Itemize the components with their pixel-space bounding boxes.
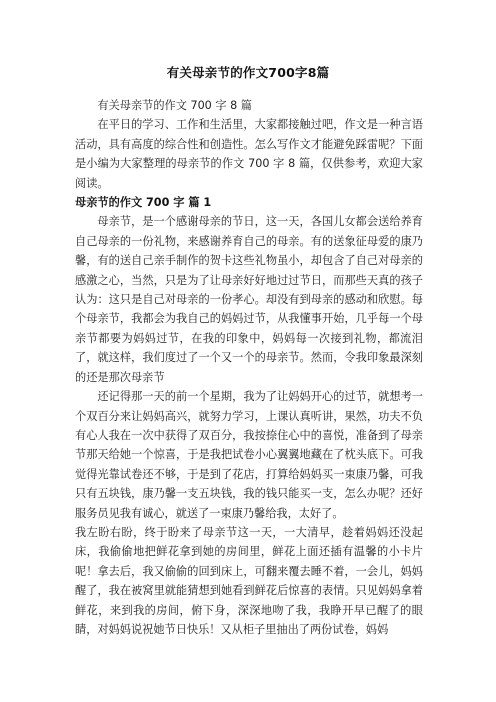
section-paragraph-1: 母亲节，是一个感谢母亲的节日，这一天，各国儿女都会送给养育自己母亲的一份礼物，来感谢养育自己的母亲。有的送象征母爱的康乃馨，有的送自己亲手制作的贺卡这些礼物虽小，却包含了自己对母亲的感激之心，当然，只是为了让母亲好好地过过节日，而那些天真的孩子认为：这只是自己对母亲的一份孝心。却没有到母亲的感动和欣慰。每个母亲节，我都会为我自己的妈妈过节，从我懂事开始，几乎每一个母亲节都要为妈妈过节，在我的印象中，妈妈每一次接到礼物，都流泪了，就这样，我们度过了一个又一个的母亲节。然而，令我印象最深刻的还是那次母亲节	[75, 215, 423, 384]
section-paragraph-2: 还记得那一天的前一个星期，我为了让妈妈开心的过节，就想考一个双百分来让妈妈高兴，就努力学习，上课认真听讲，果然，功夫不负有心人我在一次中获得了双百分，我按捺住心中的喜悦，准备到了母亲节那天给她一个惊喜，于是我把试卷小心翼翼地藏在了枕头底下。可我觉得光靠试卷还不够，于是到了花店，打算给妈妈买一束康乃馨，可我只有五块钱，康乃馨一支五块钱，我的钱只能买一支，怎么办呢？还好服务员见我有诚心，就送了一束康乃馨给我，太好了。	[75, 390, 423, 520]
section-heading: 母亲节的作文 700 字 篇 1	[75, 196, 212, 210]
subtitle-line: 有关母亲节的作文 700 字 8 篇	[97, 99, 252, 112]
document-body	[75, 96, 423, 639]
intro-paragraph: 在平日的学习、工作和生活里，大家都接触过吧，作文是一种言语活动，具有高度的综合性和创造性。怎么写作文才能避免踩雷呢？下面是小编为大家整理的母亲节的作文 700 字 8 篇，仅供参考，欢迎大家阅读。	[75, 118, 423, 190]
document-title: 有关母亲节的作文700字8篇	[166, 65, 330, 80]
section-paragraph-3: 我左盼右盼，终于盼来了母亲节这一天，一大清早，趁着妈妈还没起床，我偷偷地把鲜花拿到她的房间里，鲜花上面还插有温馨的小卡片呢！拿去后，我又偷偷的回到床上，可翻来覆去睡不着，一会儿，妈妈醒了，我在被窝里就能猜想到她看到鲜花后惊喜的表情。只见妈妈拿着鲜花，来到我的房间，俯下身，深深地吻了我，我睁开早已醒了的眼睛，对妈妈说祝她节日快乐！又从柜子里抽出了两份试卷，妈妈	[75, 525, 423, 636]
